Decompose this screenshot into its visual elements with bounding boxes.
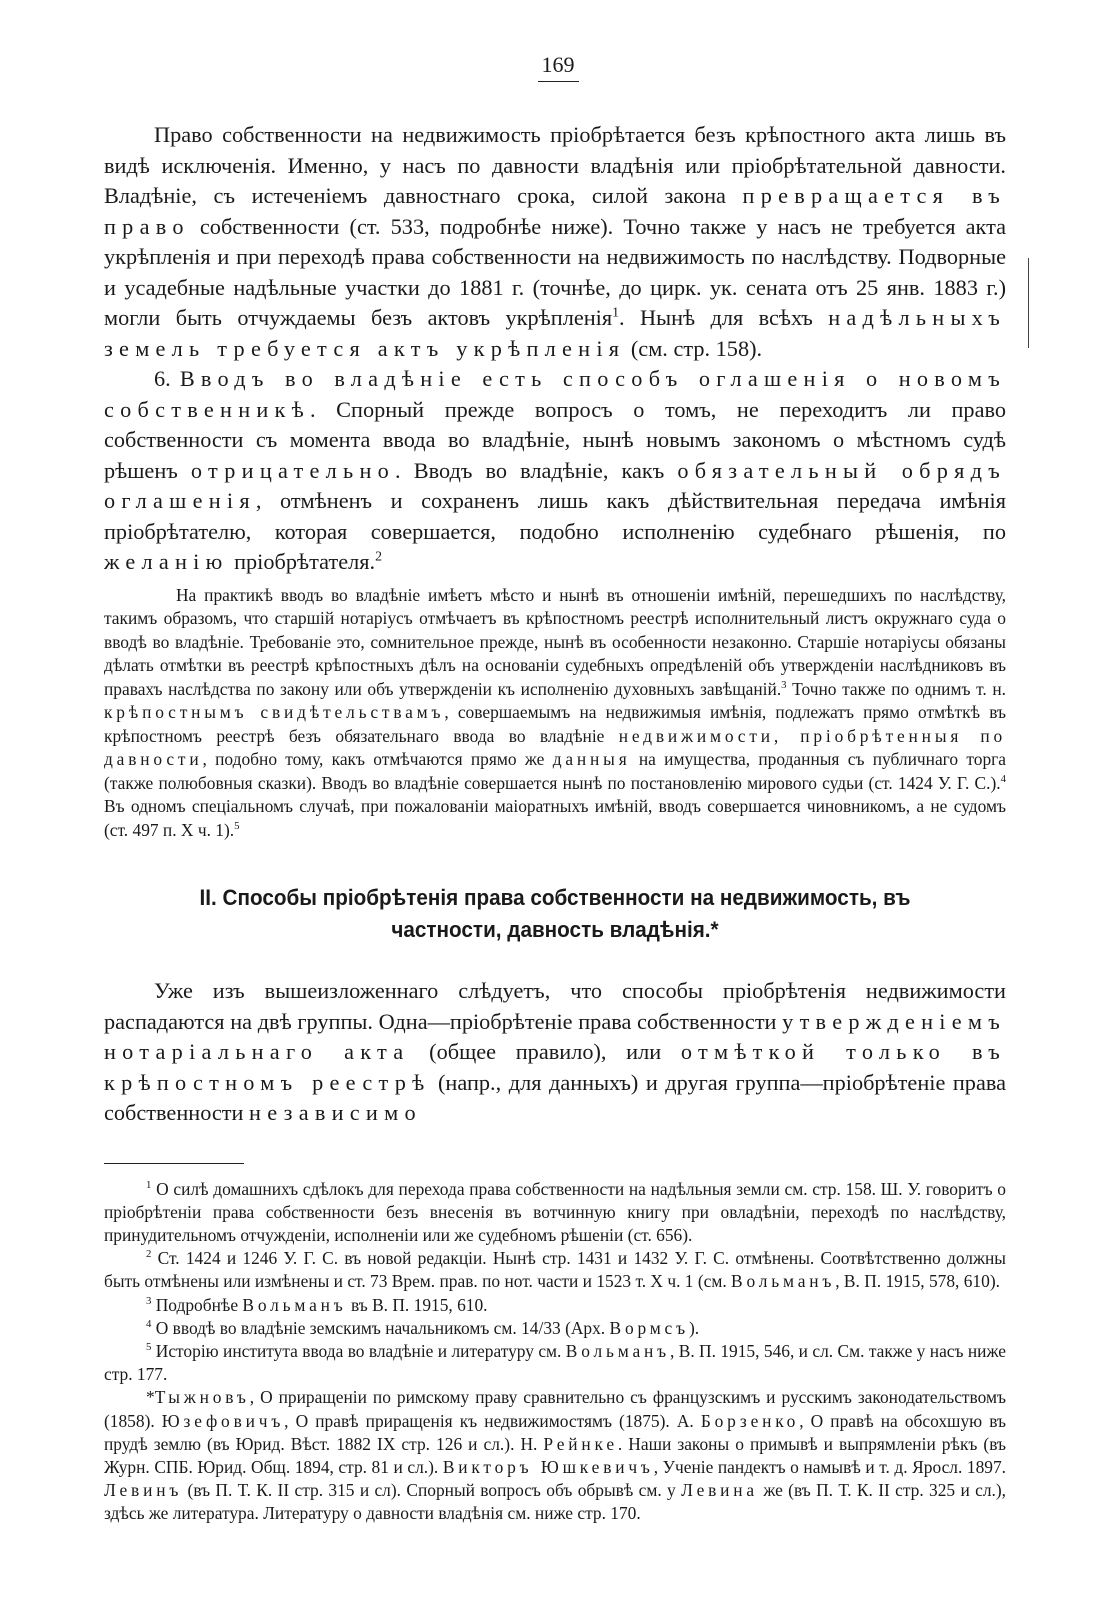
paragraph-practice-note: На практикѣ вводъ во владѣніе имѣетъ мѣсто и нынѣ въ отношеніи имѣній, перешедшихъ по наслѣдству, такимъ образомъ, что старшій нотаріусъ отмѣчаетъ въ крѣпостномъ реестрѣ исполнительный листъ окружнаго суда о вводѣ во владѣніе. Требованіе это, сомнительное прежде, нынѣ въ особенности незаконно. Старшіе нотаріусы обязаны дѣлать отмѣтки въ реестрѣ крѣпостныхъ дѣлъ на основаніи судебныхъ опредѣленій объ утвержденіи наслѣдниковъ въ правахъ наслѣдства по закону или объ утвержденіи къ исполненію духовныхъ завѣщаній.$^3$ Точно также по однимъ т. н. крѣпостнымъ свидѣтельствамъ, совершаемымъ на недвижимыя имѣнія, подлежатъ прямо отмѣткѣ въ крѣпостномъ реестрѣ безъ обязательнаго ввода во владѣніе недвижимости, пріобрѣтенныя по давности, подобно тому, какъ отмѣчаются прямо же данныя на имущества, проданныя съ публичнаго торга (также полюбовныя сказки). Вводъ во владѣніе совершается нынѣ по постановленію мирового судьи (ст. 1424 У. Г. С.).$^4$ Въ одномъ спеціальномъ случаѣ, при пожалованіи маіоратныхъ имѣній, вводъ совершается чиновникомъ, а не судомъ (ст. 497 п. X ч. 1).$^5$ [104, 584, 1007, 840]
page-number: 169 [0, 52, 1116, 82]
footnote-literature: *Тыжновъ, О приращеніи по римскому праву сравнительно съ французскимъ и русскимъ законодательствомъ (1858). Юзефовичъ, О правѣ приращенія къ недвижимостямъ (1875). А. Борзенко, О правѣ на обсохшую въ прудѣ землю (въ Юрид. Вѣст. 1882 IX стр. 126 и сл.). Н. Рейнке. Наши законы о примывѣ и выпрямленіи рѣкъ (въ Журн. СПБ. Юрид. Общ. 1894, стр. 81 и сл.). Викторъ Юшкевичъ, Ученіе пандектъ о намывѣ и т. д. Яросл. 1897. Левинъ (въ П. Т. К. II стр. 315 и сл). Спорный вопросъ объ обрывѣ см. у Левина же (въ П. Т. К. II стр. 325 и сл.), здѣсь же литература. Литературу о давности владѣнія см. ниже стр. 170. [104, 1387, 1007, 1524]
main-text-bottom [104, 976, 1006, 1129]
footnote-5: $^5$ Исторію института ввода во владѣніе и литературу см. Вольманъ, В. П. 1915, 546, и сл. См. также у насъ ниже стр. 177. [104, 1340, 1006, 1385]
paragraph-acquisition-groups: Уже изъ вышеизложеннаго слѣдуетъ, что способы пріобрѣтенія недвижимости распадаются на двѣ группы. Одна—пріобрѣтеніе права собственности утвержденіемъ нотаріальнаго акта (общее правило), или отмѣткой только въ крѣпостномъ реестрѣ (напр., для данныхъ) и другая группа—пріобрѣтеніе права собственности независимо [104, 978, 1006, 1125]
footnote-2: $^2$ Ст. 1424 и 1246 У. Г. С. въ новой редакціи. Нынѣ стр. 1431 и 1432 У. Г. С. отмѣнены. Соотвѣтственно должны быть отмѣнены или измѣнены и ст. 73 Врем. прав. по нот. части и 1523 т. X ч. 1 (см. Вольманъ, В. П. 1915, 578, 610). [104, 1248, 1006, 1292]
page-content [104, 120, 1006, 1526]
paragraph-possession-entry: 6. Вводъ во владѣніе есть способъ оглашенія о новомъ собственникѣ. Спорный прежде вопросъ о томъ, не переходитъ ли право собственности съ момента ввода во владѣніе, нынѣ новымъ закономъ о мѣстномъ судѣ рѣшенъ отрицательно. Вводъ во владѣніе, какъ обязательный обрядъ оглашенія, отмѣненъ и сохраненъ лишь какъ дѣйствительная передача имѣнія пріобрѣтателю, которая совершается, подобно исполненію судебнаго рѣшенія, по желанію пріобрѣтателя.$^2$ [104, 366, 1006, 574]
small-print-note [104, 584, 1006, 843]
paragraph-ownership: Право собственности на недвижимость пріобрѣтается безъ крѣпостного акта лишь въ видѣ исключенія. Именно, у насъ по давности владѣнія или пріобрѣтательной давности. Владѣніе, съ истеченіемъ давностнаго срока, силой закона превращается въ право собственности (ст. 533, подробнѣе ниже). Точно также у насъ не требуется акта укрѣпленія и при переходѣ права собственности на недвижимость по наслѣдству. Подворные и усадебные надѣльные участки до 1881 г. (точнѣе, до цирк. ук. сената отъ 25 янв. 1883 г.) могли быть отчуждаемы безъ актовъ укрѣпленія$^1$. Нынѣ для всѣхъ надѣльныхъ земель требуется актъ укрѣпленія (см. стр. 158). [104, 122, 1007, 361]
margin-mark [1028, 258, 1033, 348]
footnotes [104, 1178, 1006, 1526]
footnote-4: $^4$ О вводѣ во владѣніе земскимъ начальникомъ см. 14/33 (Арх. Вормсъ). [146, 1317, 700, 1338]
footnote-divider [104, 1163, 244, 1164]
footnote-1: $^1$ О силѣ домашнихъ сдѣлокъ для перехода права собственности на надѣльныя земли см. стр. 158. Ш. У. говоритъ о пріобрѣтеніи права собственности безъ внесенія въ вотчинную книгу при овладѣніи, переходѣ по наслѣдству, принудительномъ отчужденіи, исполненіи или же судебномъ рѣшеніи (ст. 656). [104, 1178, 1006, 1245]
section-heading: II. Способы пріобрѣтенія права собственности на недвижимость, въ частности, давность владѣнія.* [199, 885, 911, 942]
footnote-3: $^3$ Подробнѣе Вольманъ въ В. П. 1915, 610. [146, 1294, 488, 1315]
main-text-top [104, 120, 1006, 578]
